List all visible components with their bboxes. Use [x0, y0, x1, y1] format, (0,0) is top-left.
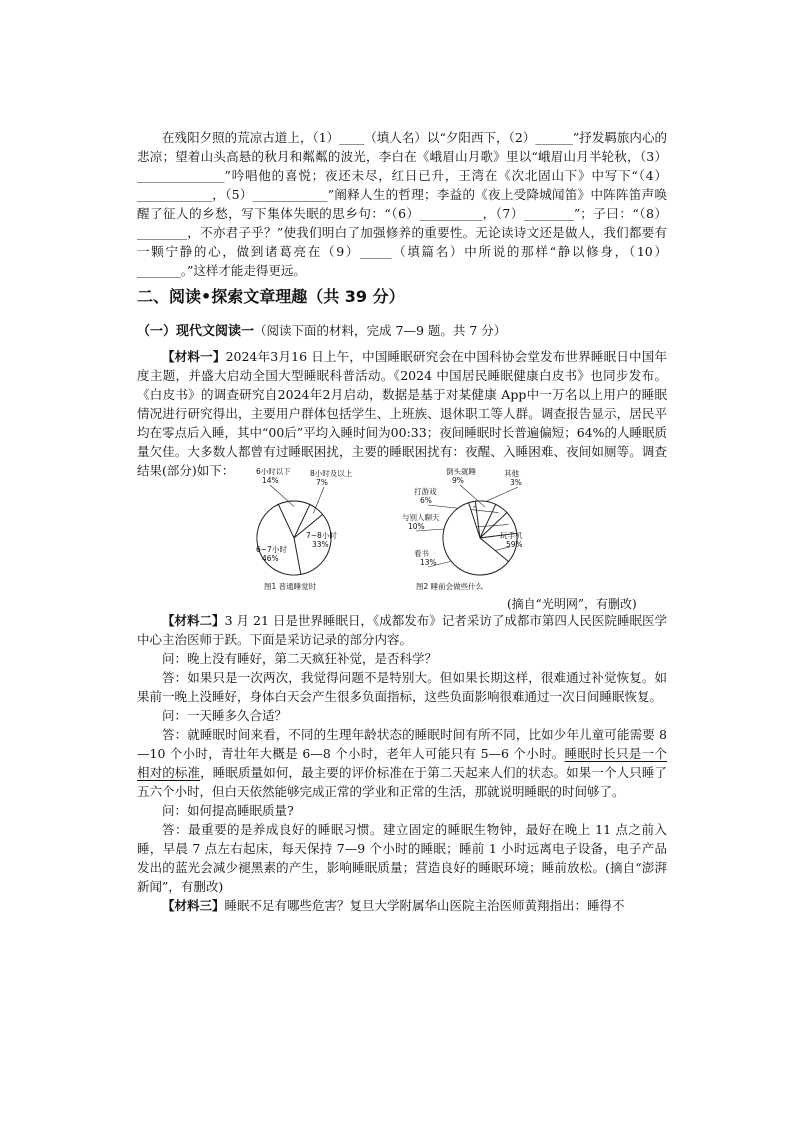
- leader-line: [313, 487, 324, 513]
- chart-title-2: 图2 睡前会做些什么: [416, 582, 484, 591]
- section1-text: 在残阳夕照的荒凉古道上，（1）____（填人名）以“夕阳西下，（2）______”抒发羁旅内心的悲凉；望着山头高悬的秋月和粼粼的波光，李白在《峨眉山月歌》里以“峨眉山月半轮秋，（3）______________”吟唱他的喜悦；夜还未尽，红日已升，王湾在《次北固山下》中写下“（4）____________，（5）____________”阐释人生的哲理；李益的《夜上受降城闻笛》中阵阵笛声唤醒了征人的乡愁，写下集体失眠的思乡句：“（6）__________，（7）________”；子曰：“（8）________，不亦君子乎？”使我们明白了加强修养的重要性。无论读诗文还是做人，我们都要有一颗宁静的心，做到诸葛亮在（9）_____（填篇名）中所说的那样“静以修身，（10）_______。”这样才能走得更远。: [137, 130, 667, 278]
- subsection-title: （一）现代文阅读一: [137, 324, 255, 339]
- answer-1: 答：如果只是一次两次，我觉得问题不是特别大。但如果长期这样，很难通过补觉恢复。如果前一晚上没睡好，身体白天会产生很多负面指标，这些负面影响很难通过一次日间睡眠恢复。: [137, 670, 667, 704]
- material1-text: 2024年3月16 日上午，中国睡眠研究会在中国科协会堂发布世界睡眠日中国年度主题，并盛大启动全国大型睡眠科普活动。《2024 中国居民睡眠健康白皮书》也同步发布。《白皮书》的调查研究自2024年2月启动，数据是基于对某健康 App中一万名以上用户的睡眠情况进行研究得出，主要用户群体包括学生、上班族、退休职工等人群。调查报告显示，居民平均在零点后入睡，其中“00后”平均入睡时间为00:33；夜间睡眠时长普遍偏短；64%的人睡眠质量欠佳。大多数人都曾有过睡眠困扰，主要的睡眠困扰有：夜醒、入睡困难、夜间如厕等。调查结果(部分)如下：: [137, 349, 667, 478]
- question-3: 问：如何提高睡眠质量?: [162, 803, 294, 818]
- slice-label-2-6: 玩手机 59%: [500, 531, 523, 549]
- material1-tag: 【材料一】: [162, 349, 226, 364]
- question-1: 问：晚上没有睡好，第二天疯狂补觉，是否科学？: [162, 651, 438, 666]
- slice-label-2-2: 倒头就睡 9%: [446, 468, 476, 485]
- answer-2: 答：就睡眠时间来看，不同的生理年龄状态的睡眠时间有所不同，比如少年儿童可能需要 8—10 个小时，青壮年大概是 6—8 个小时，老年人可能只有 5—6 个小时。睡眠时长只是一个相对的标准，睡眠质量如何，最主要的评价标准在于第二天起来人们的状态。如果一个人只睡了五六个小时，但白天依然能够完成正常的学业和正常的生活，那就说明睡眠的时间够了。: [137, 727, 667, 799]
- slice-label-1-1: 6小时以下 14%: [256, 468, 291, 485]
- fill-in-blank-paragraph: [137, 128, 667, 280]
- answer-3: 答：最重要的是养成良好的睡眠习惯。建立固定的睡眠生物钟，最好在晚上 11 点之前入睡，早晨 7 点左右起床，每天保持 7—9 个小时的睡眠；睡前 1 小时远离电子设备，电子产品发出的蓝光会减少褪黑素的产生，影响睡眠质量；营造良好的睡眠环境；睡前放松。(摘自“澎湃新闻”，有删改): [137, 822, 667, 894]
- material2-intro: 3 月 21 日是世界睡眠日，《成都发布》记者采访了成都市第四人民医院睡眠医学中心主治医师于跃。下面是采访记录的部分内容。: [137, 613, 667, 647]
- section-heading: 二、阅读•探索文章理趣（共 39 分）: [137, 287, 405, 306]
- question-2: 问：一天睡多久合适？: [162, 708, 288, 723]
- figure-source: (摘自“光明网”，有删改): [507, 597, 637, 611]
- slice-label-1-2: 8小时及以上 7%: [310, 469, 353, 487]
- pie-chart-2: [402, 468, 523, 591]
- slice-label-1-3: 7~8小时 33%: [306, 531, 337, 549]
- material3-tag: 【材料三】: [162, 898, 225, 913]
- material2: [137, 611, 667, 915]
- slice-label-2-5: 看书 13%: [414, 549, 437, 567]
- survey-pie-charts: [250, 468, 550, 594]
- slice-label-2-1: 其他 3%: [504, 469, 522, 487]
- chart-title-1: 图1 普通睡觉时: [264, 582, 317, 591]
- material3-text: 睡眠不足有哪些危害？复旦大学附属华山医院主治医师黄翔指出：睡得不: [224, 898, 625, 913]
- material1: [137, 347, 667, 480]
- slice-label-2-3: 打游戏 6%: [414, 487, 437, 505]
- slice-label-2-4: 与别人聊天 10%: [402, 513, 440, 531]
- underlined-sentence: 睡眠时长只是一个相对的标准: [137, 746, 667, 780]
- subsection-note: （阅读下面的材料，完成 7—9 题。共 7 分）: [254, 323, 507, 338]
- pie-chart-1: [256, 468, 353, 591]
- subsection-heading: [137, 320, 506, 339]
- slice-label-1-4: 6~7小时 46%: [256, 545, 287, 563]
- material2-tag: 【材料二】: [162, 613, 225, 628]
